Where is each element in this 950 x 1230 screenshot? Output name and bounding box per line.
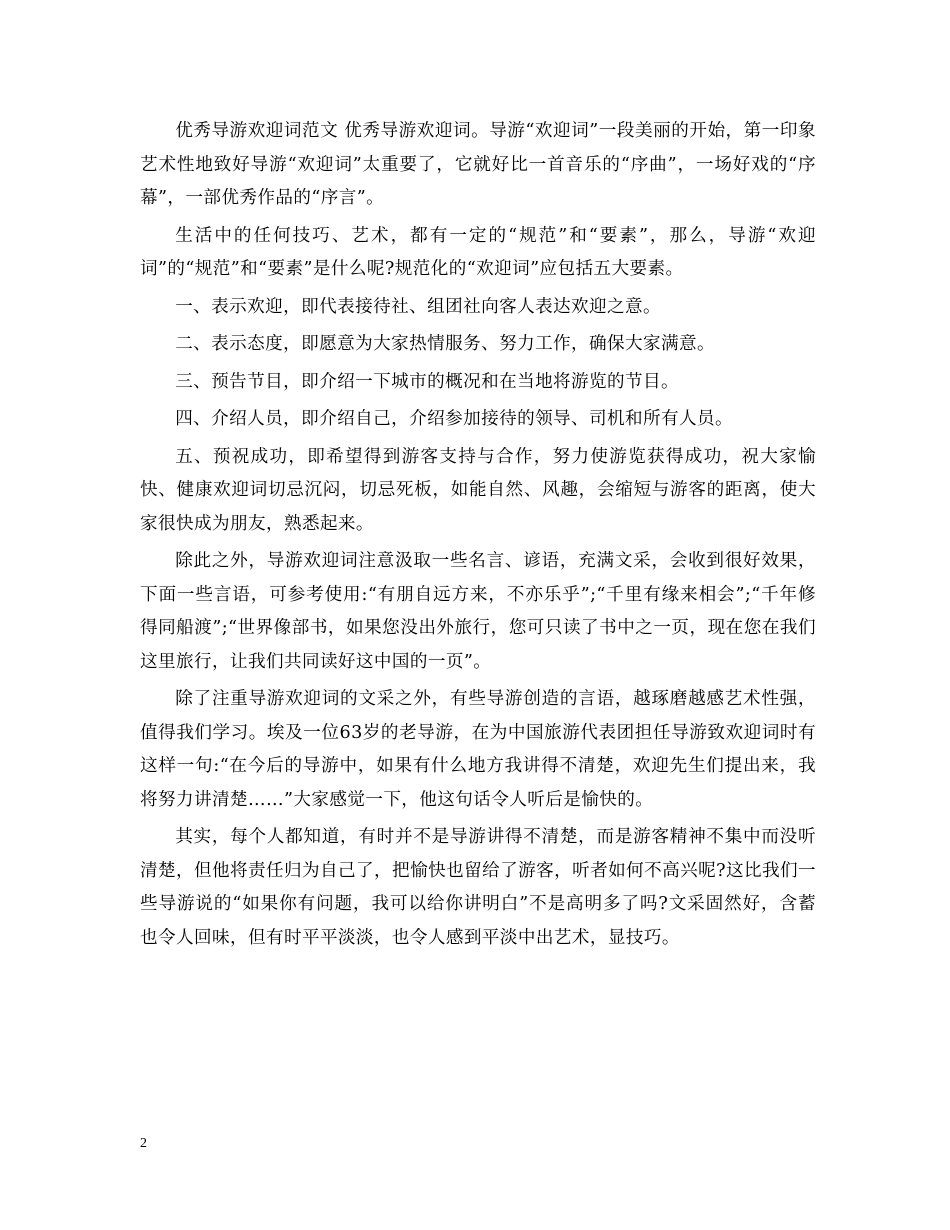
paragraph-item-3: 三、预告节目，即介绍一下城市的概况和在当地将游览的节目。	[175, 371, 680, 392]
paragraph-elements: 生活中的任何技巧、艺术，都有一定的“规范”和“要素”，那么，导游“欢迎词”的“规范”和“要素”是什么呢?规范化的“欢迎词”应包括五大要素。	[140, 225, 816, 279]
page-number: 2	[140, 1136, 147, 1151]
paragraph-conclusion: 其实，每个人都知道，有时并不是导游讲得不清楚，而是游客精神不集中而没听清楚，但他将责任归为自己了，把愉快也留给了游客，听者如何不高兴呢?这比我们一些导游说的“如果你有问题，我可以给你讲明白”不是高明多了吗?文采固然好，含蓄也令人回味，但有时平平淡淡，也令人感到平淡中出艺术，显技巧。	[140, 827, 816, 948]
paragraph-egypt-guide: 除了注重导游欢迎词的文采之外，有些导游创造的言语，越琢磨越感艺术性强，值得我们学习。埃及一位63岁的老导游，在为中国旅游代表团担任导游致欢迎词时有这样一句:“在今后的导游中，如果有什么地方我讲得不清楚，欢迎先生们提出来，我将努力讲清楚……”大家感觉一下，他这句话令人听后是愉快的。	[140, 689, 816, 810]
paragraph-item-5: 五、预祝成功，即希望得到游客支持与合作，努力使游览获得成功，祝大家愉快、健康欢迎词切忌沉闷，切忌死板，如能自然、风趣，会缩短与游客的距离，使大家很快成为朋友，熟悉起来。	[140, 446, 816, 534]
paragraph-quotes: 除此之外，导游欢迎词注意汲取一些名言、谚语，充满文采，会收到很好效果，下面一些言语，可参考使用:“有朋自远方来，不亦乐乎”;“千里有缘来相会”;“千年修得同船渡”;“世界像部书，如果您没出外旅行，您可只读了书中之一页，现在您在我们这里旅行，让我们共同读好这中国的一页”。	[140, 551, 816, 672]
paragraph-item-1: 一、表示欢迎，即代表接待社、组团社向客人表达欢迎之意。	[175, 296, 662, 317]
paragraph-item-2: 二、表示态度，即愿意为大家热情服务、努力工作，确保大家满意。	[175, 334, 716, 354]
paragraph-intro: 优秀导游欢迎词范文 优秀导游欢迎词。导游“欢迎词”一段美丽的开始，第一印象艺术性地致好导游“欢迎词”太重要了，它就好比一首音乐的“序曲”，一场好戏的“序幕”，一部优秀作品的“序言”。	[140, 121, 816, 208]
paragraph-item-4: 四、介绍人员，即介绍自己，介绍参加接待的领导、司机和所有人员。	[175, 409, 733, 429]
document-body	[140, 115, 816, 959]
